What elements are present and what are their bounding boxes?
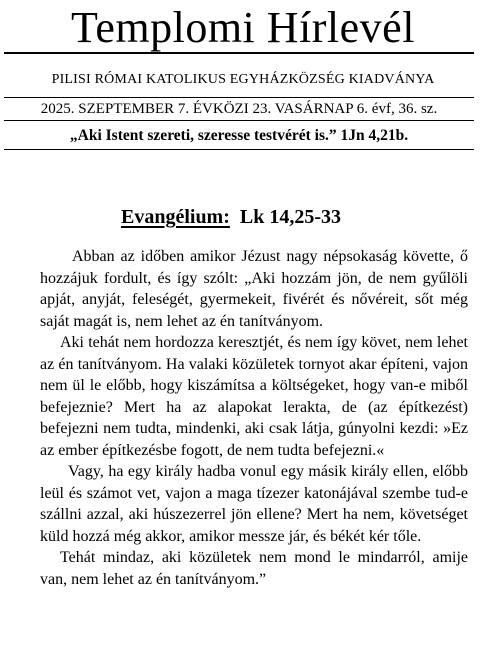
clipped-address-line bbox=[40, 91, 440, 96]
motto-quote: „Aki Istent szereti, szeresse testvérét is.” 1Jn 4,21b. bbox=[69, 127, 409, 144]
masthead-rule bbox=[4, 52, 474, 54]
masthead-title: Templomi Hírlevél bbox=[71, 3, 415, 52]
gospel-paragraph: Vagy, ha egy király hadba vonul egy másik király ellen, előbb leül és számot vet, vajon a maga tízezer katonájával szembe tud-e szállni azzal, aki húszezerrel jön ellene? Mert ha nem, követséget küld hozzá még akkor, amikor messze jár, és békét kér tőle. bbox=[40, 463, 468, 545]
gospel-heading bbox=[0, 205, 462, 229]
gospel-paragraph: Abban az időben amikor Jézust nagy népsokaság követte, ő hozzájuk fordult, és így szólt: „Aki hozzám jön, de nem gyűlöli apját, anyját, feleségét, gyermekeit, fivérét és nővéreit, sőt még saját magát is, nem lehet az én tanítványom. bbox=[40, 248, 468, 330]
gospel-heading-label: Evangélium: bbox=[120, 206, 230, 228]
dateline-top-rule bbox=[4, 97, 474, 98]
gospel-paragraph: Tehát mindaz, aki közületek nem mond le mindarról, amije van, nem lehet az én tanítványom.” bbox=[40, 549, 468, 588]
publisher-line: PILISI RÓMAI KATOLIKUS EGYHÁZKÖZSÉG KIADVÁNYA bbox=[51, 72, 435, 87]
gospel-paragraph: Aki tehát nem hordozza keresztjét, és nem így követ, nem lehet az én tanítványom. Ha valaki közületek tornyot akar építeni, vajon nem ül le előbb, hogy kiszámítsa a költségeket, hogy van-e miből befejeznie? Mert ha az alapokat lerakta, de (az építkezést) befejezni nem tudta, mindenki, aki csak látja, gúnyolni kezdi: »Ez az ember építkezésbe fogott, de nem tudta befejezni.« bbox=[40, 334, 468, 459]
motto-rule bbox=[4, 149, 474, 150]
dateline-bottom-rule bbox=[4, 120, 474, 121]
gospel-reference: Lk 14,25-33 bbox=[239, 206, 342, 228]
gospel-text bbox=[40, 246, 468, 590]
issue-dateline: 2025. SZEPTEMBER 7. ÉVKÖZI 23. VASÁRNAP 6. évf, 36. sz. bbox=[40, 101, 438, 117]
